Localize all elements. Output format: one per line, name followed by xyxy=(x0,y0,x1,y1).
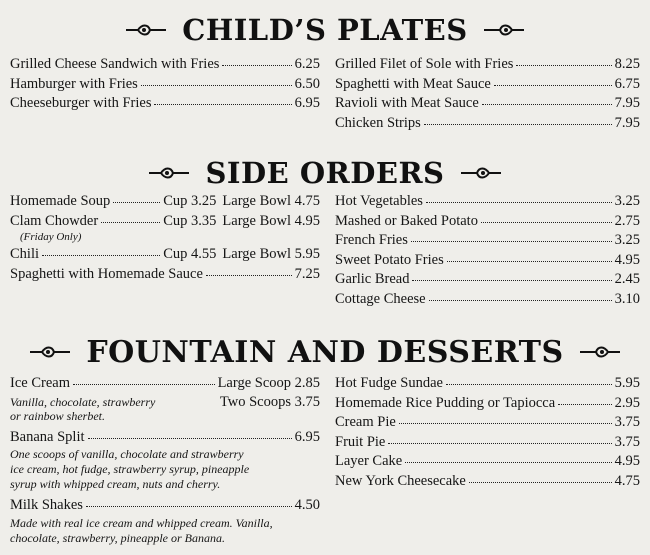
section-title: SIDE ORDERS xyxy=(205,156,445,190)
ornament-left-icon xyxy=(147,166,191,180)
item-name: Ice Cream xyxy=(10,375,70,391)
leader-dots xyxy=(411,229,612,242)
fountain-desserts-heading xyxy=(0,333,650,371)
menu-item xyxy=(10,94,320,114)
item-note: syrup with whipped cream, nuts and cherry. xyxy=(10,477,221,491)
leader-dots xyxy=(399,411,612,424)
leader-dots xyxy=(481,210,612,223)
ornament-left-icon xyxy=(28,345,72,359)
leader-dots xyxy=(222,53,291,66)
leader-dots xyxy=(424,112,612,125)
item-price: 4.75 xyxy=(614,472,640,489)
ornament-right-icon xyxy=(459,166,503,180)
item-name: Homemade Soup xyxy=(10,193,111,209)
leader-dots xyxy=(113,190,160,203)
item-price: 3.75 xyxy=(614,414,640,430)
leader-dots xyxy=(42,243,160,256)
item-price: 2.95 xyxy=(614,394,640,411)
item-price: 6.25 xyxy=(294,56,320,72)
leader-dots xyxy=(141,73,292,86)
large-scoop-price: Large Scoop 2.85 xyxy=(217,375,320,391)
section-title: FOUNTAIN AND DESSERTS xyxy=(86,334,564,370)
leader-dots xyxy=(516,53,611,66)
item-name: Chili xyxy=(10,246,40,262)
item-name: Spaghetti with Homemade Sauce xyxy=(10,265,203,282)
item-name: Clam Chowder xyxy=(10,212,99,229)
leader-dots xyxy=(494,73,612,86)
item-name: Cottage Cheese xyxy=(335,290,426,307)
leader-dots xyxy=(154,92,291,105)
bowl-price: Large Bowl 5.95 xyxy=(222,246,320,262)
item-price: 2.45 xyxy=(614,271,640,287)
item-name: Spaghetti with Meat Sauce xyxy=(335,75,491,92)
menu-item xyxy=(10,428,320,448)
two-scoops-price: Two Scoops 3.75 xyxy=(219,393,320,410)
item-name: Grilled Filet of Sole with Fries xyxy=(335,56,514,72)
leader-dots xyxy=(388,431,611,444)
menu-item xyxy=(335,290,640,310)
childs-plates-right xyxy=(335,55,640,133)
childs-plates-heading xyxy=(0,12,650,48)
cup-price: Cup 3.25 xyxy=(163,193,217,209)
item-name: Grilled Cheese Sandwich with Fries xyxy=(10,56,220,72)
menu-item xyxy=(10,265,320,285)
item-name: Fruit Pie xyxy=(335,433,386,450)
item-name: Ravioli with Meat Sauce xyxy=(335,95,479,111)
item-note: Made with real ice cream and whipped cream. Vanilla, xyxy=(10,515,273,530)
item-name: Cheeseburger with Fries xyxy=(10,95,152,111)
menu-item xyxy=(335,114,640,134)
item-name: Homemade Rice Pudding or Tapiocca xyxy=(335,394,556,411)
leader-dots xyxy=(73,372,215,385)
ornament-left-icon xyxy=(124,23,168,37)
section-title: CHILD’S PLATES xyxy=(182,13,468,47)
item-name: Mashed or Baked Potato xyxy=(335,212,478,229)
leader-dots xyxy=(86,494,292,507)
leader-dots xyxy=(206,263,292,276)
item-price: 3.10 xyxy=(614,290,640,307)
item-note: chocolate, strawberry, pineapple or Banana. xyxy=(10,530,225,545)
fountain-right xyxy=(335,374,640,491)
item-price: 4.95 xyxy=(614,453,640,469)
item-price: 3.25 xyxy=(614,232,640,248)
item-name: French Fries xyxy=(335,232,408,248)
item-price: 2.75 xyxy=(614,212,640,229)
item-price: 6.95 xyxy=(294,95,320,111)
leader-dots xyxy=(405,450,611,463)
item-name: Hamburger with Fries xyxy=(10,75,138,92)
fountain-left xyxy=(10,374,320,546)
menu-item xyxy=(10,496,320,516)
leader-dots xyxy=(469,470,612,483)
item-price: 4.95 xyxy=(614,251,640,268)
item-name: New York Cheesecake xyxy=(335,472,466,489)
leader-dots xyxy=(482,92,612,105)
bowl-price: Large Bowl 4.95 xyxy=(222,212,320,229)
item-price: 4.50 xyxy=(294,497,320,513)
item-price: 8.25 xyxy=(614,56,640,72)
item-price: 5.95 xyxy=(614,375,640,391)
item-price: 3.25 xyxy=(614,193,640,209)
item-name: Chicken Strips xyxy=(335,114,421,131)
ornament-right-icon xyxy=(482,23,526,37)
menu-item xyxy=(10,212,320,232)
cup-price: Cup 4.55 xyxy=(163,246,217,262)
item-name: Milk Shakes xyxy=(10,497,83,513)
item-price: 7.95 xyxy=(614,95,640,111)
item-price: 7.25 xyxy=(294,265,320,282)
side-orders-left xyxy=(10,192,320,284)
menu-item xyxy=(10,192,320,212)
menu-item xyxy=(10,374,320,394)
item-price: 6.50 xyxy=(294,75,320,92)
leader-dots xyxy=(558,392,611,405)
item-price: 7.95 xyxy=(614,114,640,131)
item-name: Hot Fudge Sundae xyxy=(335,375,443,391)
item-note: or rainbow sherbet. xyxy=(10,408,106,423)
item-price: 3.75 xyxy=(614,433,640,450)
side-orders-heading xyxy=(0,155,650,191)
leader-dots xyxy=(429,288,612,301)
leader-dots xyxy=(446,372,612,385)
side-orders-right xyxy=(335,192,640,309)
item-name: Hot Vegetables xyxy=(335,193,423,209)
menu-item xyxy=(335,472,640,492)
leader-dots xyxy=(412,268,611,281)
bowl-price: Large Bowl 4.75 xyxy=(222,193,320,209)
item-name: Sweet Potato Fries xyxy=(335,251,444,268)
item-name: Garlic Bread xyxy=(335,271,410,287)
leader-dots xyxy=(447,249,612,262)
item-note: One scoops of vanilla, chocolate and strawberry xyxy=(10,447,244,461)
leader-dots xyxy=(88,426,292,439)
item-name: Cream Pie xyxy=(335,414,396,430)
childs-plates-left xyxy=(10,55,320,114)
item-name: Banana Split xyxy=(10,428,85,445)
ornament-right-icon xyxy=(578,345,622,359)
item-note: ice cream, hot fudge, strawberry syrup, pineapple xyxy=(10,462,250,476)
item-note: (Friday Only) xyxy=(20,231,82,243)
leader-dots xyxy=(101,210,160,223)
item-name: Layer Cake xyxy=(335,453,403,469)
item-price: 6.75 xyxy=(614,75,640,92)
item-price: 6.95 xyxy=(294,428,320,445)
cup-price: Cup 3.35 xyxy=(163,212,217,229)
item-note: Vanilla, chocolate, strawberry xyxy=(10,394,156,409)
leader-dots xyxy=(426,190,612,203)
